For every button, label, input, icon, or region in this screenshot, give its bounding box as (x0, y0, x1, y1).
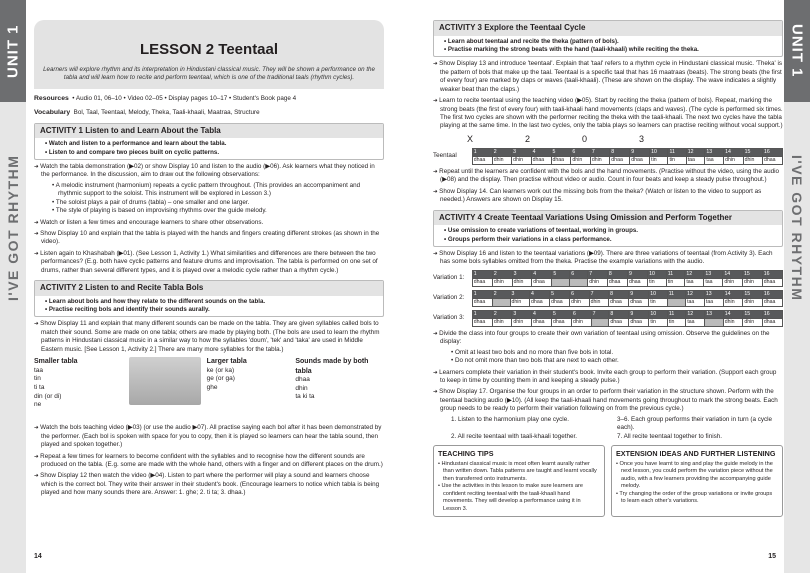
bol-cell: taa (686, 298, 705, 306)
beat-number: 4 (530, 290, 550, 298)
variation-1-row (433, 270, 783, 287)
bol-cell: dhin (588, 278, 608, 286)
bol-cell: dhin (743, 278, 763, 286)
bol-cell: dhaa (550, 298, 570, 306)
beat-number: 13 (705, 310, 724, 318)
activity-3-title: ACTIVITY 3 Explore the Teentaal Cycle (434, 21, 782, 36)
beat-number: 8 (609, 310, 629, 318)
bol-cell: taa (686, 318, 705, 326)
activity-4-objectives (434, 225, 782, 246)
both-tabla-heading: Sounds made by both tabla (295, 358, 369, 375)
larger-tabla-col (207, 357, 296, 421)
tip: • Hindustani classical music is most often learnt aurally rather than written down. Tabla patterns are taught and learnt vocally then transferred onto instruments. (438, 461, 600, 483)
lesson-header (34, 20, 384, 89)
beat-number: 15 (743, 270, 763, 278)
beat-number: 16 (762, 290, 782, 298)
resources-label: Resources (34, 94, 69, 102)
bol-cell: dhaa (630, 156, 650, 164)
bol-cell: dhaa (472, 318, 492, 326)
right-content (433, 20, 783, 517)
instruction: ➜ Watch the bols teaching video (▶03) (or use the audio ▶07). All practise saying each bol after it has been demonstrated by the performer. (Each bol is spoken with space for you to copy, then it is played so learners can hear the tabla sound, then played and spoken together.) (34, 424, 384, 449)
clap-icon: 2 (525, 133, 531, 144)
teentaal-label: Teentaal (433, 152, 457, 160)
vocabulary-text: Bol, Taal, Teentaal, Melody, Theka, Taali-khaali, Maatraa, Structure (73, 109, 260, 117)
bol-cell: dhaa (531, 318, 551, 326)
beat-number: 5 (550, 290, 570, 298)
beat-number: 13 (705, 148, 724, 156)
beat-number: 15 (743, 310, 763, 318)
bol-cell: tin (650, 156, 668, 164)
extension-box (611, 445, 783, 517)
activity-3-objectives (434, 36, 782, 57)
vocabulary (34, 108, 384, 117)
bol-cell: dhaa (610, 156, 630, 164)
unit-tab (0, 0, 26, 102)
bol-cell (591, 318, 609, 326)
smaller-tabla-col (34, 357, 123, 421)
bol-cell: dhaa (609, 298, 629, 306)
beat-number: 9 (629, 310, 649, 318)
bol-cell: dhin (724, 156, 743, 164)
beat-number: 7 (591, 310, 609, 318)
instruction: ➜ Learners complete their variation in their student's book. Invite each group to perform their variation. (Support each group to keep in time by counting them in and keeping a steady pulse.) (433, 369, 783, 386)
bol-cell: tin (648, 278, 667, 286)
activity-1-title: ACTIVITY 1 Listen to and Learn About the Tabla (35, 124, 383, 139)
variation-2-row (433, 290, 783, 307)
page-number: 15 (768, 553, 776, 560)
beat-number: 6 (570, 270, 588, 278)
objective: • Use omission to create variations of teentaal, working in groups. (444, 227, 777, 235)
variation-3-grid (472, 310, 783, 327)
larger-tabla-bols: ke (or ka) ge (or ga) ghe (206, 366, 235, 391)
bol-cell: tin (649, 318, 668, 326)
bol-cell: dhaa (531, 156, 551, 164)
teentaal-row (433, 148, 783, 165)
instruction: ➜ Show Display 16 and listen to the teentaal variations (▶09). There are three variations of teentaal (from Activity 3). Each has some bols syllables omitted from the theka. Practise the example variations with the audio. (433, 250, 783, 267)
tip: • Use the activities in this lesson to make sure learners are confident reciting teentaal with the taali-khaali hand movements. They will develop a performance using it in Lesson 3. (438, 483, 600, 513)
objective: • Listen to and compare two pieces built on cyclic patterns. (45, 149, 378, 157)
tabla-bols-table (34, 357, 384, 421)
objective: • Learn about bols and how they relate to the different sounds on the tabla. (45, 298, 378, 306)
bol-cell (570, 278, 588, 286)
list-item: • A melodic instrument (harmonium) repeats a cyclic pattern throughout. (This provides an accompaniment and rhythmic support to the soloist. This instrument will be explored in Lesson 3.) (52, 182, 384, 199)
beat-number: 4 (531, 148, 551, 156)
bol-cell: taa (704, 278, 723, 286)
beat-number: 4 (532, 270, 552, 278)
beat-number: 8 (609, 290, 629, 298)
beat-number: 12 (686, 290, 705, 298)
bol-cell: dhin (512, 156, 531, 164)
beat-number: 4 (531, 310, 551, 318)
beat-number: 14 (723, 270, 743, 278)
hand-markers (467, 133, 783, 145)
bol-cell: dhaa (472, 156, 492, 164)
variation-label: Variation 1: (433, 274, 465, 282)
spine-left (0, 0, 26, 573)
bol-cell: dhin (743, 156, 762, 164)
beat-number: 5 (552, 310, 572, 318)
variation-3-row (433, 310, 783, 327)
activity-2-objectives (35, 296, 383, 317)
instruction: ➜ Divide the class into four groups to create their own variation of teentaal using omission. Observe the guidelines on the display: (433, 330, 783, 347)
bol-cell: dhin (512, 318, 532, 326)
beat-number: 1 (472, 310, 492, 318)
variation-label: Variation 2: (433, 294, 465, 302)
beat-number: 9 (628, 270, 648, 278)
bol-cell: dhin (492, 156, 511, 164)
bol-cell: dhaa (629, 318, 649, 326)
right-page (405, 0, 810, 573)
list-item: • Omit at least two bols and no more than five bols in total. (451, 349, 783, 357)
beat-number: 12 (686, 310, 705, 318)
beat-number: 2 (492, 310, 512, 318)
beat-number: 10 (649, 290, 667, 298)
beat-number: 3 (512, 270, 532, 278)
bol-cell: dhaa (607, 278, 627, 286)
instruction: ➜ Show Display 10 and explain that the tabla is played with the hands and fingers creating different strokes (as shown in the video). (34, 230, 384, 247)
beat-number: 1 (472, 148, 492, 156)
step: 3–6. Each group performs their variation in turn (a cycle each). (617, 415, 773, 432)
bol-cell: tin (667, 318, 685, 326)
unit-label: UNIT 1 (788, 24, 806, 78)
beat-number: 16 (762, 270, 782, 278)
beat-number: 2 (492, 148, 511, 156)
bol-cell: dhin (570, 298, 590, 306)
beat-number: 13 (704, 290, 723, 298)
smaller-tabla-bols: taa tin ti ta din (or di) ne (34, 366, 62, 409)
step: 7. All recite teentaal together to finish. (617, 432, 723, 440)
unit-tab (784, 0, 810, 102)
list-item: • The style of playing is based on improvising rhythms over the guide melody. (52, 207, 384, 215)
activity-4-title: ACTIVITY 4 Create Teentaal Variations Using Omission and Perform Together (434, 211, 782, 226)
beat-number: 7 (590, 148, 609, 156)
bol-cell: dhin (723, 298, 743, 306)
beat-number: 7 (588, 270, 608, 278)
instruction: ➜ Show Display 13 and introduce 'teentaal'. Explain that 'taal' refers to a rhythm cycle in Hindustani classical music. 'Theka' is the pattern of bols that make up the taal. Teentaal is a specific taal that has 16 maatraas (beats). The strong beats (the first of every four) are marked by claps or waves (taali-khaali). (These are shown on the display. The wave indicates a slightly weaker beat than the claps.) (433, 60, 783, 94)
list-item: • The soloist plays a pair of drums (tabla) – one smaller and one larger. (52, 199, 384, 207)
beat-number: 11 (667, 310, 685, 318)
activity-2-box (34, 280, 384, 317)
beat-number: 3 (512, 148, 531, 156)
beat-number: 14 (724, 148, 743, 156)
bol-cell: tin (649, 298, 667, 306)
instruction: ➜ Watch or listen a few times and encourage learners to share other observations. (34, 219, 384, 227)
beat-number: 10 (648, 270, 667, 278)
activity-2-title: ACTIVITY 2 Listen to and Recite Tabla Bols (35, 281, 383, 296)
beat-number: 15 (743, 290, 763, 298)
bol-cell: dhaa (762, 298, 782, 306)
bol-cell: dhaa (530, 298, 550, 306)
beat-number: 6 (571, 148, 590, 156)
observations-list (34, 182, 384, 216)
bol-cell: dhin (723, 318, 743, 326)
beat-number: 1 (472, 290, 492, 298)
extension-title: EXTENSION IDEAS AND FURTHER LISTENING (616, 449, 776, 459)
beat-number: 16 (762, 310, 782, 318)
beat-number: 9 (630, 148, 650, 156)
instruction: ➜ Repeat until the learners are confident with the bols and the hand movements. (Practise without the video, using the audio (▶08) and the display. Then practise without video or audio. Count in four beats and keep a steady pulse throughout.) (433, 168, 783, 185)
variation-2-grid (472, 290, 783, 307)
bol-cell: dhin (743, 298, 763, 306)
section-name: I'VE GOT RHYTHM (5, 154, 21, 302)
bol-cell: dhaa (472, 278, 492, 286)
bol-cell: dhin (589, 298, 609, 306)
bol-cell: dhaa (552, 318, 572, 326)
bol-cell: dhin (492, 278, 512, 286)
bol-cell: taa (685, 278, 704, 286)
step: 2. All recite teentaal with taali-khaali together. (451, 432, 578, 440)
idea: • Once you have learnt to sing and play the guide melody in the next lesson, you could perform the variation piece without the audio, with a few learners providing the accompanying guide melody. (616, 461, 778, 491)
bol-cell: dhin (572, 318, 592, 326)
beat-number: 10 (650, 148, 668, 156)
lesson-intro: Learners will explore rhythm and its interpretation in Hindustani classical music. They will be shown a performance on the tabla and will learn how to recite and perform teentaal, which is one of the traditional taals (rhythm cycles). (43, 66, 375, 82)
beat-number: 15 (743, 148, 762, 156)
bol-cell: dhaa (763, 156, 783, 164)
bol-cell: tin (666, 278, 685, 286)
bol-cell: dhin (512, 278, 532, 286)
beat-number: 14 (723, 310, 743, 318)
larger-tabla-heading: Larger tabla (206, 358, 247, 366)
bol-cell: dhin (590, 156, 609, 164)
beat-number: 9 (629, 290, 649, 298)
beat-number: 5 (552, 270, 570, 278)
instruction: ➜ Show Display 14. Can learners work out the missing bols from the theka? (Watch or listen to the video to support as needed.) Answers are shown on Display 15. (433, 188, 783, 205)
beat-number: 1 (472, 270, 492, 278)
lesson-title: LESSON 2 Teentaal (139, 41, 279, 58)
activity-4-box (433, 210, 783, 247)
objective: • Practise marking the strong beats with the hand (taali-khaali) while reciting the theka. (444, 46, 777, 54)
page-number: 14 (34, 553, 42, 560)
bol-cell (492, 298, 510, 306)
bol-cell: dhaa (551, 156, 571, 164)
beat-number: 11 (666, 270, 685, 278)
instruction: ➜ Listen again to Khashabah (▶01). (See Lesson 1, Activity 1.) What similarities and differences are there between the two performances? (E.g. both have cyclic patterns and feature drums and improvisation. The tabla is performed on one set of drums, rather than several different types, and it is played over a melodic cycle rather than a rhythm cycle.) (34, 250, 384, 275)
beat-number: 7 (589, 290, 609, 298)
beat-number: 3 (510, 290, 530, 298)
objective: • Practise reciting bols and identify their sounds aurally. (45, 306, 378, 314)
both-tabla-col (295, 357, 384, 421)
unit-label: UNIT 1 (4, 24, 22, 78)
section-name: I'VE GOT RHYTHM (789, 154, 805, 302)
activity-1-box (34, 123, 384, 160)
bol-cell: dhaa (628, 278, 648, 286)
teentaal-grid (472, 148, 783, 165)
beat-number: 11 (667, 290, 685, 298)
instruction: ➜ Watch the tabla demonstration (▶02) or show Display 10 and listen to the audio (▶06). Ask learners what they noticed in the performance. In the discussion, aim to draw out the following observations: (34, 163, 384, 180)
tabla-photo (129, 357, 201, 405)
clap-icon: 3 (639, 133, 645, 144)
bol-cell (705, 318, 724, 326)
variation-1-grid (472, 270, 783, 287)
variation-label: Variation 3: (433, 314, 465, 322)
beat-number: 14 (723, 290, 743, 298)
guidelines-list (433, 349, 783, 366)
beat-number: 12 (686, 148, 705, 156)
beat-number: 5 (551, 148, 571, 156)
beat-number: 8 (607, 270, 627, 278)
beat-number: 10 (649, 310, 668, 318)
instruction: ➜ Show Display 17. Organise the four groups in an order to perform their variation in the structure shown. Perform with the teentaal backing audio (▶10). (All keep the taali-khaali hand movements going throughout to mark the strong beats. Each group needs to be ready to perform their variation following on from the previous cycle.) (433, 388, 783, 413)
smaller-tabla-heading: Smaller tabla (34, 358, 78, 366)
bol-cell: taa (704, 298, 723, 306)
resources (34, 94, 384, 103)
bol-cell: dhaa (472, 298, 492, 306)
beat-number: 16 (763, 148, 783, 156)
bol-cell: dhin (492, 318, 512, 326)
instruction: ➜ Show Display 11 and explain that many different sounds can be made on the tabla. They are given syllables called bols to match their sound. Some are made on one tabla; others are made by playing both. (The bols are used to learn the rhythm patterns in Hindustani classical music in a similar way to how the syllables 'doum', 'tek' and 'taka' are used in Middle Eastern music. [See Lesson 1, Activity 2.] There are many more syllables for the tabla.) (34, 320, 384, 354)
bol-cell: dhaa (532, 278, 552, 286)
bol-cell: taa (705, 156, 724, 164)
beat-number: 2 (492, 290, 510, 298)
idea: • Try changing the order of the group variations or invite groups to learn each other's variations. (616, 491, 778, 506)
beat-number: 6 (572, 310, 592, 318)
both-tabla-bols: dhaa dhin ta ki ta (295, 375, 315, 401)
bol-cell: dhin (510, 298, 530, 306)
objective: • Learn about teentaal and recite the theka (pattern of bols). (444, 38, 777, 46)
vocabulary-label: Vocabulary (34, 109, 71, 117)
spine-right (784, 0, 810, 573)
resources-text: • Audio 01, 06–10 • Video 02–05 • Display pages 10–17 • Student's Book page 4 (72, 94, 297, 102)
wave-icon: 0 (582, 133, 588, 144)
left-content (34, 20, 384, 498)
activity-1-objectives (35, 138, 383, 159)
instruction: ➜ Repeat a few times for learners to become confident with the syllables and to recognise how the different sounds are produced on the tabla. (E.g. some are made with the whole hand, others with a finger and on different places on the drum.) (34, 453, 384, 470)
clap-icon: X (467, 133, 474, 144)
bol-cell: dhaa (629, 298, 649, 306)
teaching-tips-title: TEACHING TIPS (438, 449, 494, 459)
objective: • Watch and listen to a performance and learn about the tabla. (45, 140, 378, 148)
instruction: ➜ Show Display 12 then watch the video (▶04). Listen to part where the performer will play a sound and learners choose which is the correct bol. They write their answer in their student's book. (Encourage learners to notice which tabla is being played and how many sounds there are. Answer: 1. ghe; 2. ti ta; 3. dhaa.) (34, 472, 384, 497)
list-item: • Do not omit more than two bols that are next to each other. (451, 357, 783, 365)
beat-number: 6 (570, 290, 590, 298)
beat-number: 8 (610, 148, 630, 156)
bol-cell: dhaa (762, 318, 782, 326)
beat-number: 12 (685, 270, 704, 278)
beat-number: 3 (512, 310, 532, 318)
bol-cell: dhin (723, 278, 743, 286)
teaching-tips-box (433, 445, 605, 517)
instruction: ➜ Learn to recite teentaal using the teaching video (▶05). Start by reciting the theka (pattern of bols). Repeat, marking the strong beats (the first of every four) with taali-khaali hand movements (claps and waves). (The cycle is performed six times. The first two cycles are shown with the performer reciting the theka with the taali-khaali. The next two cycles have the tabla playing at the same time. In the last two cycles, only the tabla plays so learners can practise reciting without vocal support.) (433, 97, 783, 131)
bol-cell: dhin (571, 156, 590, 164)
structure-steps (433, 416, 783, 441)
beat-number: 2 (492, 270, 512, 278)
beat-number: 13 (704, 270, 723, 278)
bol-cell: tin (668, 156, 686, 164)
bol-cell: dhaa (609, 318, 629, 326)
activity-3-box (433, 20, 783, 57)
bol-cell: dhin (743, 318, 763, 326)
bol-cell (667, 298, 685, 306)
step: 1. Listen to the harmonium play one cycle. (451, 415, 569, 423)
objective: • Groups perform their variations in a class performance. (444, 236, 777, 244)
bol-cell: taa (686, 156, 705, 164)
callout-boxes (433, 445, 783, 517)
bol-cell: dhaa (762, 278, 782, 286)
beat-number: 11 (668, 148, 686, 156)
bol-cell (552, 278, 570, 286)
